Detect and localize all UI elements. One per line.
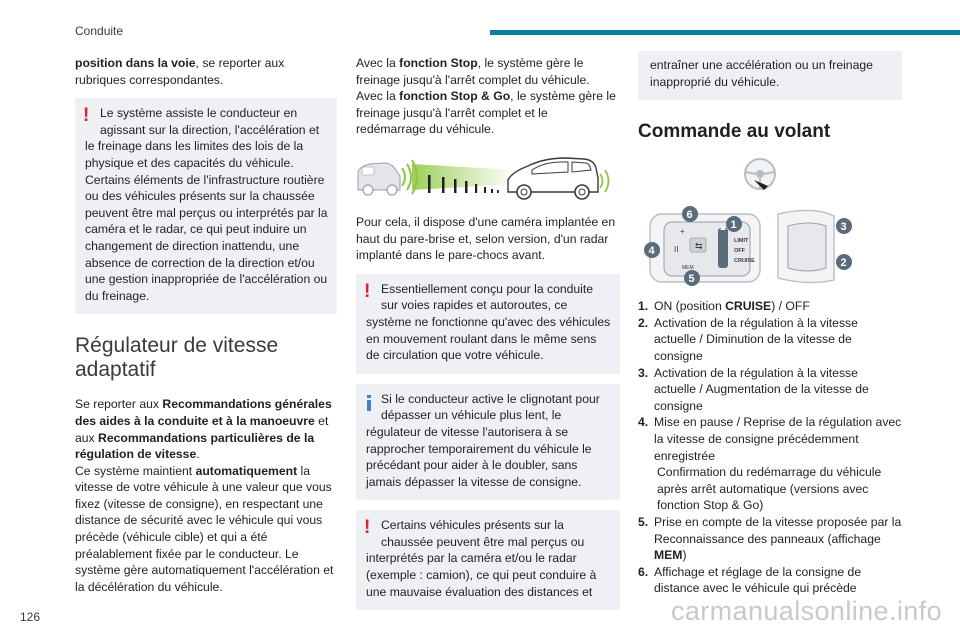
list-item-number: 4. bbox=[638, 415, 649, 430]
callout-3-label: 3 bbox=[840, 221, 847, 234]
section-heading-adaptive-cruise: Régulateur de vitesse adaptatif bbox=[75, 334, 279, 382]
text-span: et aux bbox=[75, 413, 329, 445]
info-note-1 bbox=[356, 384, 620, 501]
warning-note-2-first: Essentiellement conçu pour la conduite sur voies rapides et autoroutes, ce bbox=[381, 281, 594, 313]
list-item bbox=[638, 564, 902, 597]
text-span: Avec la bbox=[356, 56, 400, 70]
column-3 bbox=[638, 55, 902, 597]
callout-1 bbox=[726, 216, 742, 232]
info-note-1-rest: régulateur de vitesse l'autorisera à se rapprocher temporairement du véhicule le précédant pour aider à le doubler, sans jamais dépasser la vitesse de consigne. bbox=[366, 424, 592, 489]
list-item bbox=[638, 298, 902, 315]
bold-span: fonction Stop bbox=[399, 56, 478, 70]
list-item bbox=[638, 514, 902, 564]
watermark: carmanualsonline.info bbox=[670, 596, 942, 626]
text-span: Activation de la régulation à la vitesse actuelle / Diminution de la vitesse de consigne bbox=[654, 315, 858, 363]
svg-text:MEM: MEM bbox=[682, 265, 694, 272]
camera-radar-paragraph: Pour cela, il dispose d'une caméra implantée en haut du pare-brise et, selon version, d'un radar implanté dans le pare-chocs avant. bbox=[356, 214, 616, 263]
intro-bold-text: position dans la voie bbox=[75, 56, 196, 70]
svg-text:⇆: ⇆ bbox=[695, 241, 703, 252]
warning-note-1 bbox=[75, 98, 337, 314]
callout-6 bbox=[682, 206, 698, 222]
callout-2 bbox=[836, 254, 852, 270]
list-item bbox=[638, 365, 902, 415]
recommendations-paragraph bbox=[75, 396, 337, 462]
warning-exclamation-icon: ! bbox=[364, 280, 371, 302]
cruise-control-stalk-icon bbox=[650, 214, 760, 282]
column-1 bbox=[75, 55, 337, 595]
warning-note-2-rest: système ne fonctionne qu'avec des véhicules en mouvement roulant dans le même sens de circulation que votre véhicule. bbox=[366, 314, 611, 363]
warning-note-3-rest: interprétés par la caméra et/ou le radar (exemple : camion), ce qui peut conduire à une mauvaise évaluation des distances et bbox=[366, 551, 597, 599]
warning-note-3-continued: entraîner une accélération ou un freinage inapproprié du véhicule. bbox=[638, 51, 902, 100]
text-span: . bbox=[196, 447, 200, 462]
list-item-number: 1. bbox=[638, 299, 649, 314]
target-car-icon bbox=[508, 158, 598, 199]
bold-span: automatiquement bbox=[195, 463, 298, 478]
column-2 bbox=[356, 55, 620, 620]
callout-2-label: 2 bbox=[840, 257, 847, 270]
bold-span: Recommandations générales des aides à la conduite et à la manoeuvre bbox=[75, 397, 332, 428]
list-item bbox=[638, 414, 902, 514]
header-accent-bar bbox=[490, 30, 960, 35]
bold-span: MEM bbox=[654, 548, 683, 563]
callout-5-label: 5 bbox=[688, 273, 695, 286]
info-note-1-first: Si le conducteur active le clignotant pour dépasser un véhicule plus lent, le bbox=[381, 391, 600, 423]
warning-note-2 bbox=[356, 274, 620, 374]
text-span: Prise en compte de la vitesse proposée par la Reconnaissance des panneaux (affichage bbox=[654, 514, 902, 546]
list-item-number: 5. bbox=[638, 514, 649, 529]
bold-span: fonction Stop & Go bbox=[399, 89, 511, 104]
text-span: Se reporter aux bbox=[75, 397, 163, 412]
label-cruise: CRUISE bbox=[734, 258, 755, 265]
right-stalk-icon bbox=[778, 211, 834, 283]
callout-1-label: 1 bbox=[730, 219, 737, 232]
section-heading-steering-control: Commande au volant bbox=[638, 121, 831, 143]
steering-control-diagram bbox=[638, 156, 902, 286]
steering-wheel-icon bbox=[745, 159, 775, 190]
info-icon bbox=[367, 395, 371, 411]
callout-6-label: 6 bbox=[686, 209, 693, 222]
text-span: , le système gère le freinage jusqu'à l'arrêt complet et le redémarrage du véhicule. bbox=[356, 89, 616, 137]
text-span: Ce système maintient bbox=[75, 463, 196, 478]
callout-4 bbox=[644, 242, 660, 258]
label-off: OFF bbox=[734, 248, 745, 255]
text-span: , le système gère le freinage jusqu'à l'arrêt complet du véhicule. bbox=[356, 56, 590, 87]
text-span: Activation de la régulation à la vitesse actuelle / Augmentation de la vitesse de consigne bbox=[654, 365, 869, 413]
following-car-icon bbox=[358, 163, 400, 195]
stop-function-paragraph bbox=[356, 55, 620, 88]
bold-span: CRUISE bbox=[725, 299, 772, 314]
page-number: 126 bbox=[20, 610, 41, 624]
system-description-paragraph bbox=[75, 463, 337, 596]
warning-note-3-first: Certains véhicules présents sur la chaussée peuvent être mal perçus ou bbox=[381, 518, 585, 549]
text-span: ) bbox=[682, 548, 687, 563]
text-span: Affichage et réglage de la consigne de distance avec le véhicule qui précède bbox=[654, 564, 862, 596]
header-section-title: Conduite bbox=[75, 24, 124, 38]
svg-text:II: II bbox=[674, 245, 679, 255]
control-legend-list bbox=[638, 298, 902, 597]
warning-note-3 bbox=[356, 510, 620, 610]
callout-4-label: 4 bbox=[648, 245, 655, 258]
callout-3 bbox=[836, 218, 852, 234]
text-span: ON (position bbox=[654, 299, 726, 314]
intro-text: , se reporter aux rubriques correspondantes. bbox=[75, 56, 285, 87]
callout-5 bbox=[684, 270, 700, 286]
vehicle-distance-illustration bbox=[356, 150, 620, 202]
warning-exclamation-icon: ! bbox=[364, 517, 371, 539]
text-span: la vitesse de votre véhicule à une valeur que vous fixez (vitesse de consigne), en respectant une distance de sécurité avec le véhicule qui vous précède (véhicule cible) et qui a été préalablement fixée par le conducteur. Le système gère automatiquement l'accélération et la décélération du véhicule. bbox=[75, 463, 334, 594]
list-item-number: 6. bbox=[638, 564, 649, 579]
label-limit: LIMIT bbox=[734, 238, 749, 245]
warning-exclamation-icon: ! bbox=[83, 105, 90, 127]
text-span: ) / OFF bbox=[771, 299, 810, 314]
list-item bbox=[638, 315, 902, 365]
list-item-number: 3. bbox=[638, 365, 649, 380]
intro-paragraph bbox=[75, 55, 337, 88]
warning-note-1-rest: le freinage dans les limites des lois de la physique et des capacités du véhicule. Certains éléments de l'infrastructure routière ou des véhicules présents sur la chaussée peuvent être mal perçus ou interprétés par la caméra et le radar, ce qui peut induire un changement de direction inattendu, une absence de correction de la direction et/ou une gestion inappropriée de l'accélération ou du freinage. bbox=[85, 139, 328, 303]
text-span: Mise en pause / Reprise de la régulation avec la vitesse de consigne précédemment enregistrée bbox=[654, 415, 902, 463]
stop-go-paragraph bbox=[356, 88, 620, 138]
list-item-extra: Confirmation du redémarrage du véhicule après arrêt automatique (versions avec fonction Stop & Go) bbox=[657, 465, 882, 513]
svg-text:+: + bbox=[680, 227, 685, 237]
list-item-number: 2. bbox=[638, 315, 649, 330]
bold-span: Recommandations particulières de la régulation de vitesse bbox=[75, 430, 315, 462]
warning-note-1-first: Le système assiste le conducteur en agissant sur la direction, l'accélération et bbox=[100, 106, 320, 137]
text-span: Avec la bbox=[356, 89, 400, 104]
